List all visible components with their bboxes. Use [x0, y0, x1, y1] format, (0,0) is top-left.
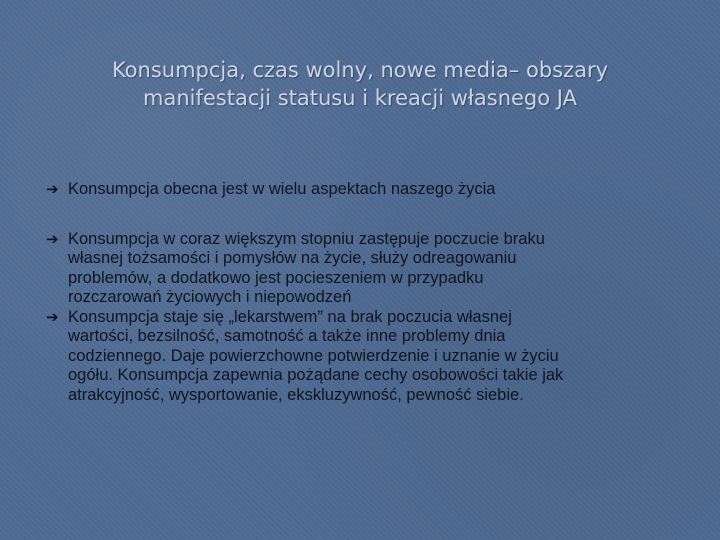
- bullet-text: [68, 180, 686, 200]
- title-line: manifestacji statusu i kreacji własnego JA: [143, 86, 577, 110]
- bullet-list: [46, 180, 686, 405]
- bullet-line: wartości, bezsilność, samotność a także inne problemy dnia: [68, 327, 506, 345]
- arrow-right-icon: ➔: [46, 180, 59, 198]
- bullet-line: atrakcyjność, wysportowanie, ekskluzywność, pewność siebie.: [68, 385, 524, 404]
- title-line: Konsumpcja, czas wolny, nowe media– obszary: [111, 58, 609, 82]
- bullet-text: [68, 308, 686, 406]
- bullet-line: ogółu. Konsumpcja zapewnia pożądane cechy osobowości takie jak: [68, 366, 564, 384]
- bullet-text: [68, 230, 686, 308]
- bullet-line: Konsumpcja w coraz większym stopniu zastępuje poczucie braku: [68, 229, 545, 248]
- arrow-right-icon: ➔: [46, 307, 59, 326]
- bullet-line: własnej tożsamości i pomysłów na życie, służy odreagowaniu: [68, 249, 517, 267]
- bullet-line: problemów, a dodatkowo jest pocieszeniem w przypadku: [68, 268, 484, 287]
- bullet-item: [46, 308, 686, 406]
- bullet-item: [46, 230, 686, 308]
- bullet-line: rozczarowań życiowych i niepowodzeń: [68, 288, 352, 306]
- bullet-line: codziennego. Daje powierzchowne potwierdzenie i uznanie w życiu: [68, 346, 559, 365]
- bullet-item: [46, 180, 686, 200]
- bullet-line: Konsumpcja staje się „lekarstwem” na brak poczucia własnej: [68, 307, 512, 326]
- slide-title: [40, 56, 680, 112]
- arrow-right-icon: ➔: [46, 229, 59, 248]
- bullet-line: Konsumpcja obecna jest w wielu aspektach naszego życia: [68, 180, 496, 198]
